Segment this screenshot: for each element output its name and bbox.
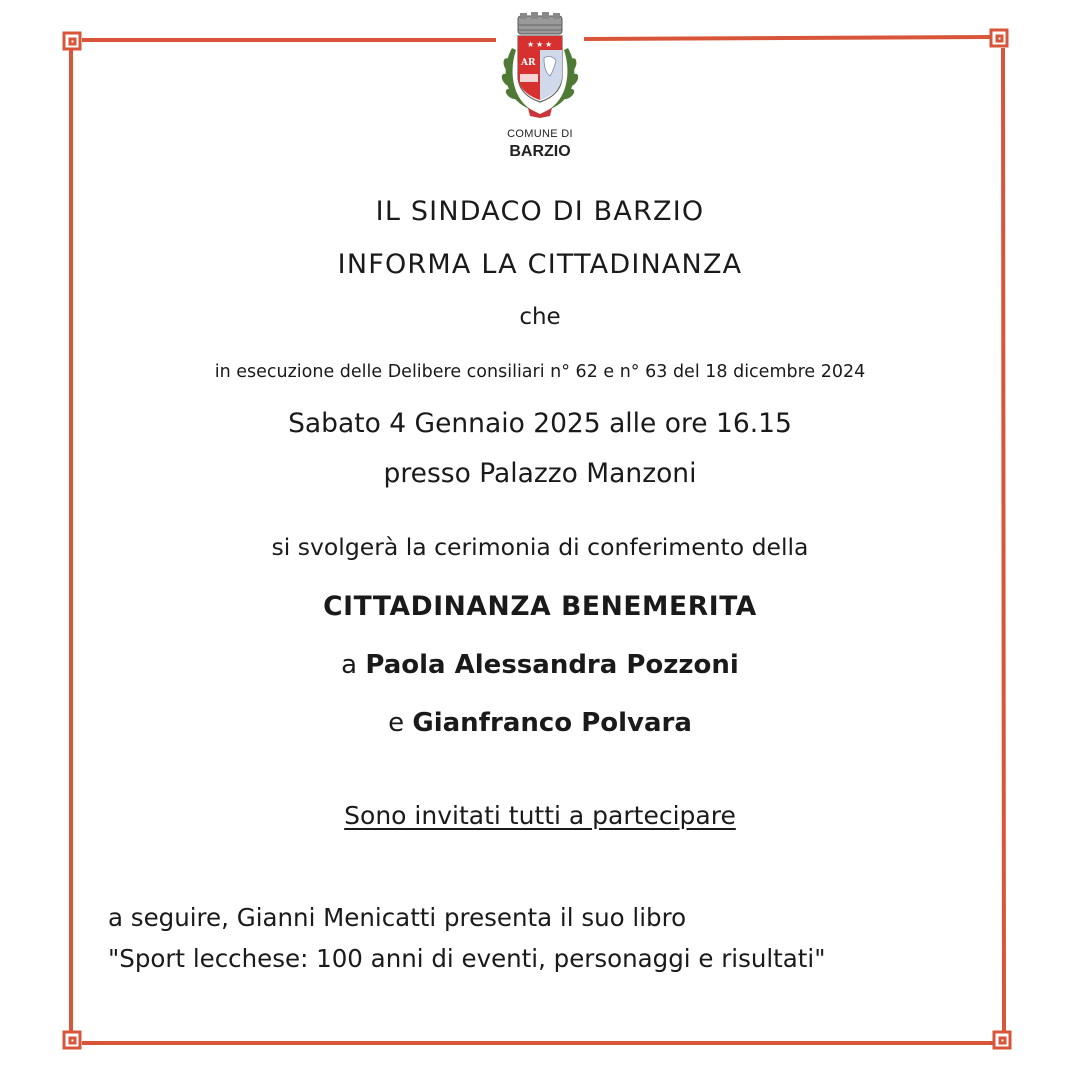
- svg-text:★: ★: [545, 40, 553, 49]
- recipient-1-name: Paola Alessandra Pozzoni: [365, 650, 739, 680]
- text-che: che: [519, 304, 561, 330]
- event-venue: presso Palazzo Manzoni: [383, 458, 697, 489]
- invitation: [90, 801, 990, 830]
- recipient-1: [90, 650, 990, 680]
- ceremony-intro: si svolgerà la cerimonia di conferimento della: [271, 533, 809, 561]
- town-label-big: BARZIO: [509, 143, 571, 160]
- recipient-2: [90, 708, 990, 738]
- heading-informs: INFORMA LA CITTADINANZA: [337, 249, 743, 280]
- heading-mayor: IL SINDACO DI BARZIO: [375, 196, 705, 227]
- recipient-1-prefix: a: [341, 650, 358, 680]
- event-datetime: Sabato 4 Gennaio 2025 alle ore 16.15: [288, 408, 792, 439]
- decree-reference: in esecuzione delle Delibere consiliari n° 62 e n° 63 del 18 dicembre 2024: [214, 362, 866, 382]
- followup-line-2: "Sport lecchese: 100 anni di eventi, personaggi e risultati": [108, 944, 826, 973]
- followup-line-1: a seguire, Gianni Menicatti presenta il suo libro: [108, 903, 687, 932]
- coat-of-arms-icon: [498, 10, 582, 124]
- honor-title: CITTADINANZA BENEMERITA: [323, 591, 757, 622]
- svg-text:AR: AR: [521, 58, 536, 68]
- recipient-2-name: Gianfranco Polvara: [412, 708, 692, 738]
- town-label-small: COMUNE DI: [507, 128, 573, 140]
- crown-icon: [518, 12, 562, 34]
- shield-icon: [518, 36, 562, 102]
- recipient-2-prefix: e: [388, 708, 405, 738]
- invitation-text: Sono invitati tutti a partecipare: [344, 801, 736, 830]
- svg-text:★: ★: [536, 40, 544, 49]
- svg-text:★: ★: [527, 40, 535, 49]
